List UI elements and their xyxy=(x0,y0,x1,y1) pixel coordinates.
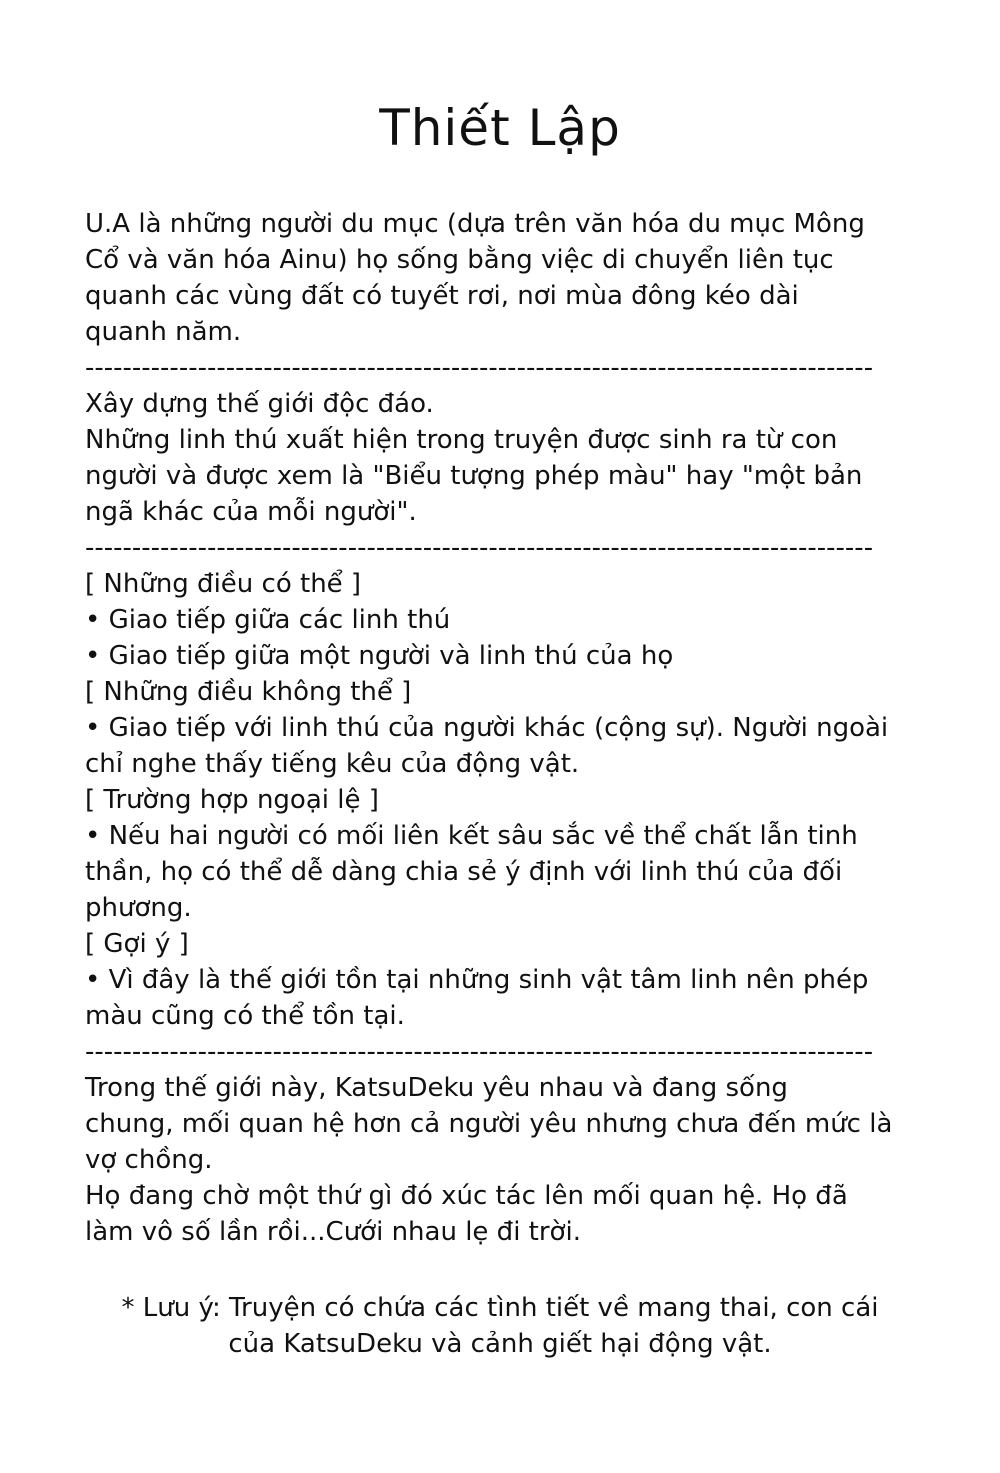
section-intro xyxy=(85,206,915,350)
section-worldbuilding xyxy=(85,386,915,530)
section-rules xyxy=(85,566,915,1034)
text-line: Xây dựng thế giới độc đáo. xyxy=(85,389,434,419)
text-line: U.A là những người du mục (dựa trên văn hóa du mục Mông xyxy=(85,209,865,239)
text-line: làm vô số lần rồi...Cưới nhau lẹ đi trời. xyxy=(85,1217,581,1247)
text-line: Cổ và văn hóa Ainu) họ sống bằng việc di chuyển liên tục xyxy=(85,245,834,275)
text-line: màu cũng có thể tồn tại. xyxy=(85,1001,405,1031)
bullet-item: • Vì đây là thế giới tồn tại những sinh vật tâm linh nên phép xyxy=(85,965,869,995)
text-line: vợ chồng. xyxy=(85,1145,213,1175)
bullet-item: • Giao tiếp giữa các linh thú xyxy=(85,605,451,635)
note-line: * Lưu ý: Truyện có chứa các tình tiết về mang thai, con cái xyxy=(121,1293,879,1323)
text-line: quanh năm. xyxy=(85,317,242,347)
text-line: thần, họ có thể dễ dàng chia sẻ ý định với linh thú của đối xyxy=(85,857,843,887)
text-line: Họ đang chờ một thứ gì đó xúc tác lên mối quan hệ. Họ đã xyxy=(85,1181,848,1211)
rules-heading-exception: [ Trường hợp ngoại lệ ] xyxy=(85,785,379,815)
warning-note xyxy=(0,1290,1000,1362)
bullet-item: • Nếu hai người có mối liên kết sâu sắc về thể chất lẫn tinh xyxy=(85,821,858,851)
text-line: chung, mối quan hệ hơn cả người yêu nhưng chưa đến mức là xyxy=(85,1109,893,1139)
content-body xyxy=(85,206,915,1250)
section-divider: ------------------------------------------------------------------------------------ xyxy=(85,353,874,383)
text-line: Những linh thú xuất hiện trong truyện được sinh ra từ con xyxy=(85,425,838,455)
rules-heading-hint: [ Gợi ý ] xyxy=(85,929,189,959)
text-line: người và được xem là "Biểu tượng phép màu" hay "một bản xyxy=(85,461,863,491)
note-line: của KatsuDeku và cảnh giết hại động vật. xyxy=(228,1329,772,1359)
section-divider: ------------------------------------------------------------------------------------ xyxy=(85,533,874,563)
page-title: Thiết Lập xyxy=(379,99,621,157)
text-line: Trong thế giới này, KatsuDeku yêu nhau và đang sống xyxy=(85,1073,788,1103)
text-line: ngã khác của mỗi người". xyxy=(85,497,417,527)
section-story xyxy=(85,1070,915,1250)
bullet-item: • Giao tiếp giữa một người và linh thú của họ xyxy=(85,641,674,671)
text-line: phương. xyxy=(85,893,192,923)
rules-heading-possible: [ Những điều có thể ] xyxy=(85,569,362,599)
text-line: chỉ nghe thấy tiếng kêu của động vật. xyxy=(85,749,580,779)
section-divider: ------------------------------------------------------------------------------------ xyxy=(85,1037,874,1067)
rules-heading-impossible: [ Những điều không thể ] xyxy=(85,677,412,707)
bullet-item: • Giao tiếp với linh thú của người khác (cộng sự). Người ngoài xyxy=(85,713,889,743)
text-line: quanh các vùng đất có tuyết rơi, nơi mùa đông kéo dài xyxy=(85,281,799,311)
